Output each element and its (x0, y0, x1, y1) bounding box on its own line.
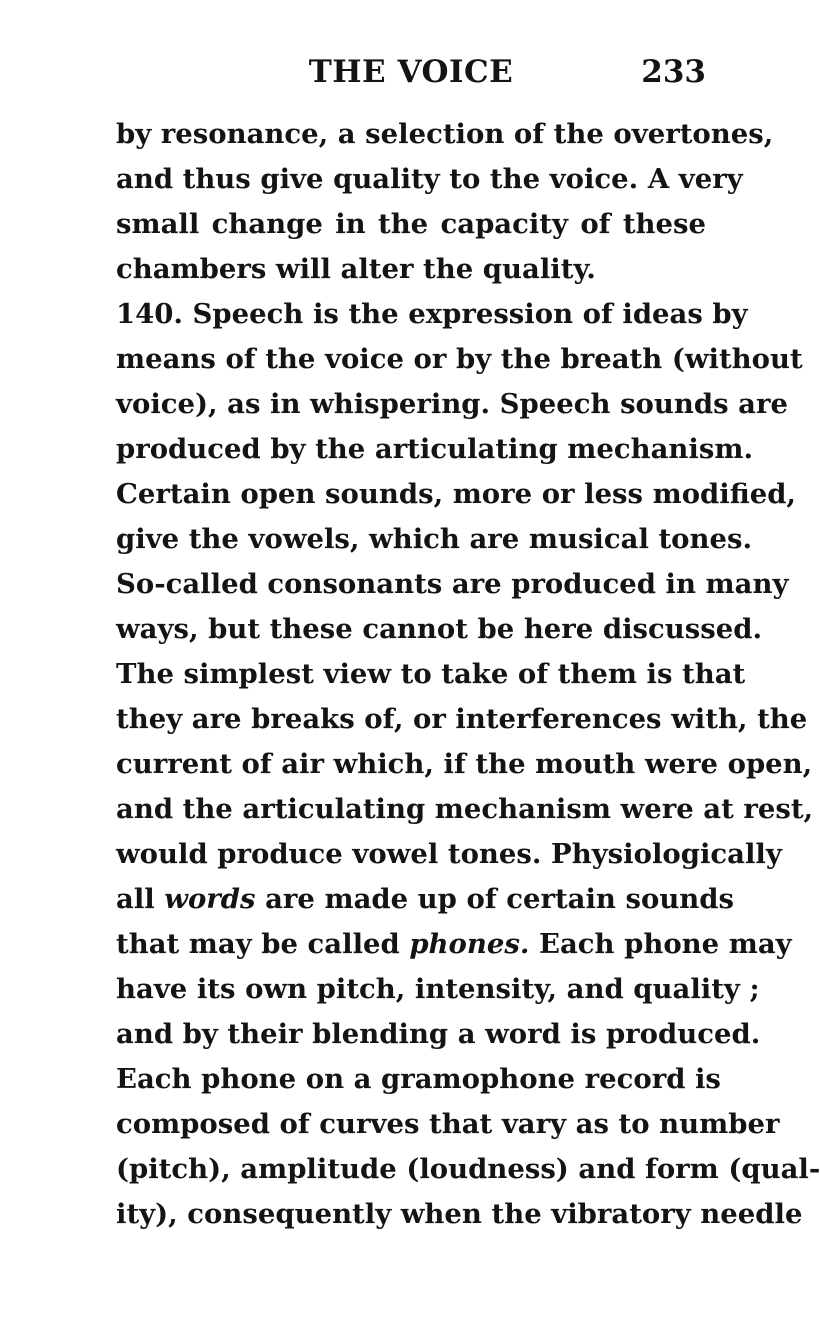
text-line: So-called consonants are produced in many (116, 568, 789, 600)
paragraph-end-line: chambers will alter the quality. (116, 253, 596, 285)
text-line: by resonance, a selection of the overtones, (116, 118, 774, 150)
line-segment: that may be called (116, 928, 410, 960)
page-number: 233 (641, 54, 706, 90)
text-line: would produce vowel tones. Physiologically (116, 838, 782, 870)
text-line: they are breaks of, or interferences with, the (116, 703, 808, 735)
text-line: have its own pitch, intensity, and quality ; (116, 973, 760, 1005)
text-line: current of air which, if the mouth were open, (116, 748, 813, 780)
text-line: and thus give quality to the voice. A very (116, 163, 743, 195)
text-line-with-emphasis (116, 922, 792, 967)
text-line: ity), consequently when the vibratory needle (116, 1198, 803, 1230)
text-line-with-emphasis (116, 877, 735, 922)
text-line: and by their blending a word is produced. (116, 1018, 761, 1050)
emphasized-term: words (164, 883, 256, 915)
text-line: Each phone on a gramophone record is (116, 1063, 721, 1095)
text-line: voice), as in whispering. Speech sounds are (116, 388, 788, 420)
text-line: small change in the capacity of these (116, 208, 706, 240)
text-line: ways, but these cannot be here discussed. (116, 613, 763, 645)
text-line: composed of curves that vary as to number (116, 1108, 780, 1140)
emphasized-term: phones. (409, 928, 530, 960)
text-line: means of the voice or by the breath (without (116, 343, 803, 375)
text-line: and the articulating mechanism were at rest, (116, 793, 814, 825)
line-segment: are made up of certain sounds (255, 883, 735, 915)
running-title: THE VOICE (308, 54, 514, 90)
running-head (116, 54, 706, 104)
body-text (116, 112, 820, 1237)
text-line: Certain open sounds, more or less modified, (116, 478, 797, 510)
line-segment: all (116, 883, 165, 915)
text-line: give the vowels, which are musical tones. (116, 523, 753, 555)
section-start-line: 140. Speech is the expression of ideas by (116, 298, 748, 330)
text-line: (pitch), amplitude (loudness) and form (qual- (116, 1153, 820, 1185)
text-line: The simplest view to take of them is that (116, 658, 746, 690)
line-segment: Each phone may (529, 928, 792, 960)
text-line: produced by the articulating mechanism. (116, 433, 754, 465)
